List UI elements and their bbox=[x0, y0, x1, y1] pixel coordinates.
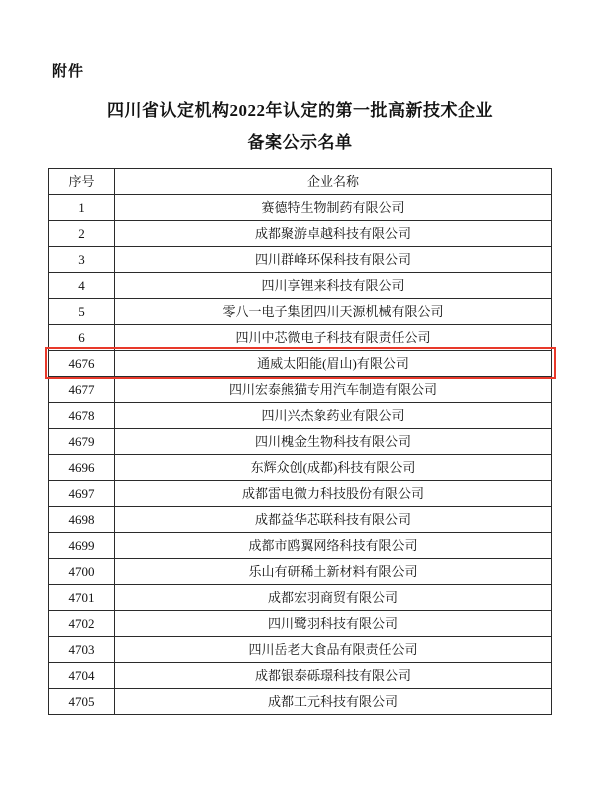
table-row bbox=[49, 350, 552, 376]
cell-enterprise-name: 东辉众创(成都)科技有限公司 bbox=[115, 454, 552, 480]
table-row bbox=[49, 220, 552, 246]
cell-enterprise-name: 四川中芯微电子科技有限责任公司 bbox=[115, 324, 552, 350]
enterprise-list-table bbox=[48, 168, 552, 715]
cell-index: 6 bbox=[49, 324, 115, 350]
cell-index: 4698 bbox=[49, 506, 115, 532]
cell-index: 4679 bbox=[49, 428, 115, 454]
cell-enterprise-name: 通威太阳能(眉山)有限公司 bbox=[115, 350, 552, 376]
cell-enterprise-name: 成都雷电微力科技股份有限公司 bbox=[115, 480, 552, 506]
table-row bbox=[49, 688, 552, 714]
column-header-index: 序号 bbox=[49, 168, 115, 194]
cell-enterprise-name: 乐山有研稀土新材料有限公司 bbox=[115, 558, 552, 584]
table-row bbox=[49, 298, 552, 324]
cell-enterprise-name: 四川鹭羽科技有限公司 bbox=[115, 610, 552, 636]
attachment-label: 附件 bbox=[52, 64, 85, 80]
cell-index: 4702 bbox=[49, 610, 115, 636]
page-title bbox=[48, 95, 552, 160]
cell-enterprise-name: 四川享锂来科技有限公司 bbox=[115, 272, 552, 298]
cell-index: 4701 bbox=[49, 584, 115, 610]
cell-index: 4705 bbox=[49, 688, 115, 714]
table-row bbox=[49, 402, 552, 428]
cell-enterprise-name: 成都益华芯联科技有限公司 bbox=[115, 506, 552, 532]
table-row bbox=[49, 662, 552, 688]
cell-index: 5 bbox=[49, 298, 115, 324]
page-title-line-1: 四川省认定机构2022年认定的第一批高新技术企业 bbox=[107, 101, 493, 120]
table-row bbox=[49, 428, 552, 454]
cell-index: 3 bbox=[49, 246, 115, 272]
cell-enterprise-name: 赛德特生物制药有限公司 bbox=[115, 194, 552, 220]
table-header-row bbox=[49, 168, 552, 194]
cell-enterprise-name: 四川宏泰熊猫专用汽车制造有限公司 bbox=[115, 376, 552, 402]
cell-enterprise-name: 四川槐金生物科技有限公司 bbox=[115, 428, 552, 454]
cell-index: 4676 bbox=[49, 350, 115, 376]
cell-index: 1 bbox=[49, 194, 115, 220]
table-row bbox=[49, 584, 552, 610]
table-row bbox=[49, 246, 552, 272]
page-bottom-margin bbox=[48, 715, 552, 785]
cell-index: 4677 bbox=[49, 376, 115, 402]
cell-enterprise-name: 成都聚游卓越科技有限公司 bbox=[115, 220, 552, 246]
table-row bbox=[49, 272, 552, 298]
table-row bbox=[49, 324, 552, 350]
table-row bbox=[49, 454, 552, 480]
column-header-name: 企业名称 bbox=[115, 168, 552, 194]
cell-enterprise-name: 成都银泰砾璟科技有限公司 bbox=[115, 662, 552, 688]
table-row bbox=[49, 194, 552, 220]
table-row bbox=[49, 506, 552, 532]
cell-index: 4703 bbox=[49, 636, 115, 662]
cell-enterprise-name: 成都市鸥翼网络科技有限公司 bbox=[115, 532, 552, 558]
page-title-line-2: 备案公示名单 bbox=[247, 133, 353, 153]
cell-index: 4699 bbox=[49, 532, 115, 558]
cell-index: 2 bbox=[49, 220, 115, 246]
cell-index: 4696 bbox=[49, 454, 115, 480]
cell-enterprise-name: 四川兴杰象药业有限公司 bbox=[115, 402, 552, 428]
cell-enterprise-name: 零八一电子集团四川天源机械有限公司 bbox=[115, 298, 552, 324]
cell-enterprise-name: 成都工元科技有限公司 bbox=[115, 688, 552, 714]
table-row bbox=[49, 480, 552, 506]
cell-enterprise-name: 四川岳老大食品有限责任公司 bbox=[115, 636, 552, 662]
cell-index: 4700 bbox=[49, 558, 115, 584]
cell-enterprise-name: 成都宏羽商贸有限公司 bbox=[115, 584, 552, 610]
cell-index: 4697 bbox=[49, 480, 115, 506]
cell-enterprise-name: 四川群峰环保科技有限公司 bbox=[115, 246, 552, 272]
cell-index: 4 bbox=[49, 272, 115, 298]
cell-index: 4704 bbox=[49, 662, 115, 688]
table-row bbox=[49, 376, 552, 402]
table-row bbox=[49, 532, 552, 558]
table-row bbox=[49, 610, 552, 636]
table-body bbox=[49, 194, 552, 714]
cell-index: 4678 bbox=[49, 402, 115, 428]
table-row bbox=[49, 636, 552, 662]
table-row bbox=[49, 558, 552, 584]
